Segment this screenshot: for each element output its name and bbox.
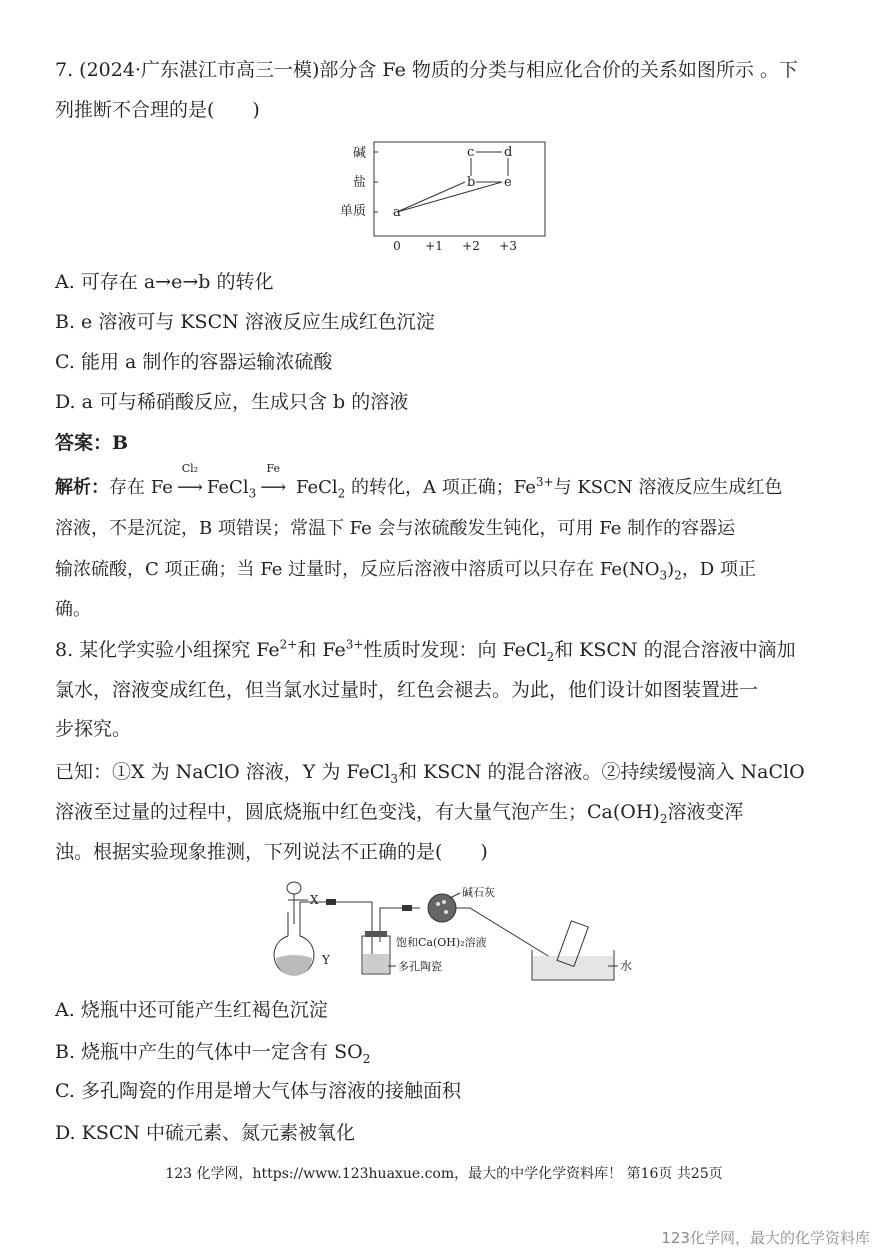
point-a: a <box>393 205 401 220</box>
stem-text: 已知：①X 为 NaClO 溶液，Y 为 FeCl <box>55 761 391 783</box>
label-water: 水 <box>620 959 633 973</box>
superscript: 2+ <box>279 637 298 652</box>
point-c: c <box>467 145 475 160</box>
analysis-text: ，D 项正 <box>681 559 756 580</box>
option-text: B. 烧瓶中产生的气体中一定含有 SO <box>55 1041 363 1063</box>
point-d: d <box>504 145 513 160</box>
superscript: 3+ <box>345 637 364 652</box>
arrow-fe: Fe ⟶ <box>256 476 290 500</box>
analysis-text: FeCl <box>206 477 249 498</box>
subscript: 3 <box>248 486 257 501</box>
page-footer: 123 化学网，https://www.123huaxue.com，最大的中学化学资料库！ 第16页 共25页 <box>165 1166 723 1182</box>
analysis-label: 解析： <box>55 477 109 498</box>
arrow-fe-label: Fe <box>266 462 280 475</box>
q7-analysis-line3 <box>55 558 756 582</box>
analysis-text: 与 KSCN 溶液反应生成红色 <box>553 477 783 498</box>
q8-apparatus-diagram <box>270 878 633 988</box>
subscript: 2 <box>546 649 555 664</box>
q7-stem-line1: 7. (2024·广东湛江市高三一模)部分含 Fe 物质的分类与相应化合价的关系如图所示 。下 <box>55 59 798 81</box>
analysis-text: FeCl <box>290 477 338 498</box>
analysis-text: 的转化，A 项正确；Fe <box>345 477 536 498</box>
subscript: 2 <box>337 486 346 501</box>
stem-text: 和 KSCN 的混合溶液中滴加 <box>554 639 796 661</box>
q7-option-b: B. e 溶液可与 KSCN 溶液反应生成红色沉淀 <box>55 311 435 333</box>
q8-option-d: D. KSCN 中硫元素、氮元素被氧化 <box>55 1122 356 1144</box>
q7-analysis-line2: 溶液，不是沉淀，B 项错误；常温下 Fe 会与浓硫酸发生钝化，可用 Fe 制作的容器运 <box>55 518 736 539</box>
analysis-text: 输浓硫酸，C 项正确；当 Fe 过量时，反应后溶液中溶质可以只存在 Fe(NO <box>55 559 660 580</box>
arrow-cl2: Cl₂ ⟶ <box>173 476 207 500</box>
subscript: 3 <box>390 771 399 786</box>
y-label-element: 单质 <box>339 204 366 219</box>
arrow-cl2-label: Cl₂ <box>181 462 199 475</box>
label-y: Y <box>322 953 330 967</box>
label-solution: 饱和Ca(OH)₂溶液 <box>396 936 487 949</box>
point-e: e <box>504 175 512 190</box>
q8-option-a: A. 烧瓶中还可能产生红褐色沉淀 <box>55 999 328 1021</box>
q7-answer <box>55 431 128 455</box>
q8-stem-line6: 浊。根据实验现象推测，下列说法不正确的是( ) <box>55 841 488 863</box>
q7-option-d: D. a 可与稀硝酸反应，生成只含 b 的溶液 <box>55 391 409 413</box>
stem-text: 8. 某化学实验小组探究 Fe <box>55 639 280 661</box>
label-ceramic: 多孔陶瓷 <box>398 960 442 973</box>
stem-text: 和 Fe <box>297 639 346 661</box>
x-label-2: +2 <box>462 239 480 253</box>
answer-value: B <box>112 432 129 454</box>
point-b: b <box>467 175 476 190</box>
q8-option-c: C. 多孔陶瓷的作用是增大气体与溶液的接触面积 <box>55 1080 461 1102</box>
x-label-1: +1 <box>425 239 443 253</box>
stem-text: 溶液变浑 <box>667 801 744 823</box>
subscript: 2 <box>674 568 682 583</box>
analysis-text: 存在 Fe <box>109 477 173 498</box>
stem-text: 溶液至过量的过程中，圆底烧瓶中红色变浅，有大量气泡产生；Ca(OH) <box>55 801 660 823</box>
answer-label: 答案： <box>55 432 113 454</box>
analysis-text: ) <box>667 559 675 580</box>
q7-option-c: C. 能用 a 制作的容器运输浓硫酸 <box>55 351 333 373</box>
q8-stem-line1 <box>55 638 796 662</box>
y-label-salt: 盐 <box>352 175 366 190</box>
superscript: 3+ <box>535 475 554 489</box>
q7-analysis-line1 <box>55 462 783 501</box>
q8-option-b <box>55 1040 370 1064</box>
q7-stem-line2: 列推断不合理的是( ) <box>55 99 260 121</box>
watermark: 123化学网，最大的化学资料库 <box>661 1229 870 1247</box>
q7-analysis-line4: 确。 <box>55 599 91 620</box>
q7-option-a: A. 可存在 a→e→b 的转化 <box>55 271 274 293</box>
subscript: 2 <box>362 1051 371 1066</box>
q8-stem-line5 <box>55 800 744 824</box>
x-label-3: +3 <box>499 239 517 253</box>
label-x: X <box>310 893 319 907</box>
q8-stem-line3: 步探究。 <box>55 718 132 740</box>
q8-stem-line4 <box>55 760 805 784</box>
subscript: 2 <box>659 811 668 826</box>
q8-stem-line2: 氯水，溶液变成红色，但当氯水过量时，红色会褪去。为此，他们设计如图装置进一 <box>55 679 759 701</box>
y-label-base: 碱 <box>352 146 366 161</box>
x-label-0: 0 <box>393 239 401 253</box>
stem-text: 性质时发现：向 FeCl <box>363 639 547 661</box>
q7-valence-chart <box>330 136 560 254</box>
subscript: 3 <box>659 568 668 583</box>
label-sodalime: 碱石灰 <box>462 886 495 899</box>
stem-text: 和 KSCN 的混合溶液。②持续缓慢滴入 NaClO <box>398 761 805 783</box>
